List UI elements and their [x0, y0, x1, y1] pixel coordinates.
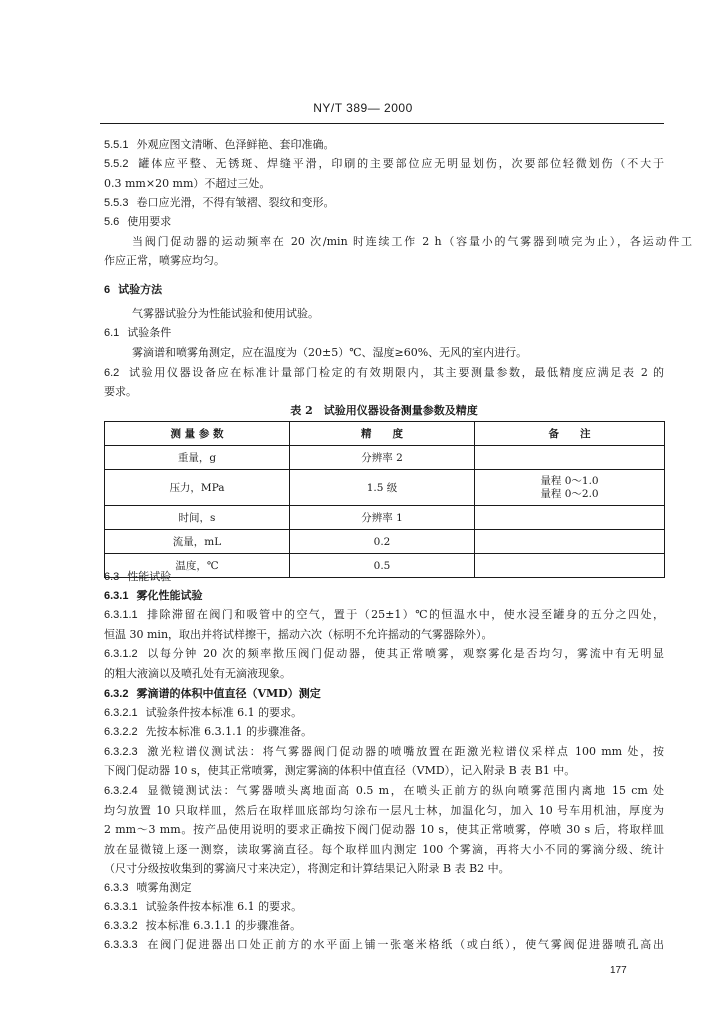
clause-5-5-3: 5.5.3 卷口应光滑，不得有皱褶、裂纹和变形。	[104, 196, 335, 209]
clause-6-1-body: 雾滴谱和喷雾角测定，应在温度为（20±5）℃、湿度≥60%、无风的室内进行。	[132, 346, 528, 359]
clause-6-3-2-1: 6.3.2.1 试验条件按本标准 6.1 的要求。	[104, 706, 303, 719]
clause-6-3-1-1-cont: 恒温 30 min，取出并将试样擦干，摇动六次（标明不允许摇动的气雾器除外）。	[104, 628, 493, 641]
header-rule	[100, 123, 664, 124]
cell-param: 时间，s	[105, 506, 290, 530]
clause-6-3-2: 6.3.2 雾滴谱的体积中值直径（VMD）测定	[104, 687, 321, 700]
standard-header: NY/T 389— 2000	[313, 101, 413, 115]
clause-6-3-2-3: 6.3.2.3 激光粒谱仪测试法：将气雾器阀门促动器的喷嘴放置在距激光粒谱仪采样点 100 mm 处，按	[104, 745, 664, 758]
clause-6-3-2-2: 6.3.2.2 先按本标准 6.3.1.1 的步骤准备。	[104, 725, 313, 738]
clause-5-5-2-cont: 0.3 mm×20 mm）不超过三处。	[104, 177, 271, 190]
remark-line: 量程 0～2.0	[540, 487, 599, 500]
cell-remark	[475, 470, 665, 506]
table-row	[105, 506, 665, 530]
page-number: 177	[610, 965, 627, 976]
cell-precision: 0.2	[290, 530, 475, 554]
cell-remark	[475, 530, 665, 554]
clause-5-5-1: 5.5.1 外观应图文清晰、色泽鲜艳、套印准确。	[104, 138, 335, 151]
header-remark: 备 注	[475, 422, 665, 446]
clause-5-6: 5.6 使用要求	[104, 215, 172, 228]
clause-6-3-1-2: 6.3.1.2 以每分钟 20 次的频率揿压阀门促动器，使其正常喷雾，观察雾化是否均匀，雾流中有无明显	[104, 647, 664, 660]
section-6-heading: 6 试验方法	[104, 283, 163, 296]
section-6-intro: 气雾器试验分为性能试验和使用试验。	[132, 307, 319, 320]
cell-precision: 分辨率 2	[290, 446, 475, 470]
clause-6-3-2-4-cont4: （尺寸分级按收集到的雾滴尺寸来决定），将测定和计算结果记入附录 B 表 B2 中。	[104, 862, 510, 875]
clause-6-3-3-3: 6.3.3.3 在阀门促进器出口处正前方的水平面上铺一张毫米格纸（或白纸），使气雾阀促进器喷孔高出	[104, 938, 664, 951]
clause-6-3-1-1: 6.3.1.1 排除滞留在阀门和吸管中的空气，置于（25±1）℃的恒温水中，使水浸至罐身的五分之四处，	[104, 608, 664, 621]
table-row	[105, 446, 665, 470]
clause-6-3-2-3-cont: 下阀门促动器 10 s，使其正常喷雾，测定雾滴的体积中值直径（VMD），记入附录 B 表 B1 中。	[104, 764, 576, 777]
header-precision: 精 度	[290, 422, 475, 446]
cell-precision: 分辨率 1	[290, 506, 475, 530]
clause-5-6-body-cont: 作应正常，喷雾应均匀。	[104, 254, 225, 267]
clause-6-3-1: 6.3.1 雾化性能试验	[104, 589, 203, 602]
clause-6-3-2-4: 6.3.2.4 显微镜测试法：气雾器喷头离地面高 0.5 m，在喷头正前方的纵向喷雾范围内离地 15 cm 处	[104, 784, 664, 797]
table-caption: 表 2 试验用仪器设备测量参数及精度	[290, 404, 478, 417]
clause-6-3-2-4-cont3: 放在显微镜上逐一测察，读取雾滴直径。每个取样皿内测定 100 个雾滴，再将大小不同的雾滴分级、统计	[104, 843, 664, 856]
clause-6-3-2-4-cont2: 2 mm～3 mm。按产品使用说明的要求正确按下阀门促动器 10 s，使其正常喷雾，停喷 30 s 后，将取样皿	[104, 823, 664, 836]
clause-6-1: 6.1 试验条件	[104, 326, 172, 339]
cell-remark	[475, 446, 665, 470]
clause-6-2: 6.2 试验用仪器设备应在标准计量部门检定的有效期限内，其主要测量参数，最低精度应满足表 2 的	[104, 366, 664, 379]
clause-6-2-cont: 要求。	[104, 385, 137, 398]
header-param: 测 量 参 数	[105, 422, 290, 446]
cell-precision: 1.5 级	[290, 470, 475, 506]
cell-param: 流量，mL	[105, 530, 290, 554]
clause-5-5-2: 5.5.2 罐体应平整、无锈斑、焊缝平滑，印刷的主要部位应无明显划伤，次要部位轻微划伤（不大于	[104, 157, 664, 170]
table-header-row	[105, 422, 665, 446]
clause-6-3-1-2-cont: 的粗大液滴以及喷孔处有无滴液现象。	[104, 667, 291, 680]
cell-param: 温度，℃	[105, 554, 290, 578]
table-row	[105, 530, 665, 554]
clause-6-3-3-1: 6.3.3.1 试验条件按本标准 6.1 的要求。	[104, 900, 303, 913]
clause-6-3-3: 6.3.3 喷雾角测定	[104, 881, 192, 894]
clause-6-3-2-4-cont1: 均匀放置 10 只取样皿，然后在取样皿底部均匀涂布一层凡士林，加温化匀，加入 10 号车用机油，厚度为	[104, 804, 664, 817]
cell-param: 重量，g	[105, 446, 290, 470]
cell-remark	[475, 506, 665, 530]
remark-line: 量程 0～1.0	[540, 474, 599, 487]
clause-5-6-body: 当阀门促动器的运动频率在 20 次/min 时连续工作 2 h（容量小的气雾器到喷完为止），各运动件工	[132, 235, 692, 248]
clause-6-3: 6.3 性能试验	[104, 570, 172, 583]
cell-precision: 0.5	[290, 554, 475, 578]
measurement-table	[104, 421, 665, 578]
cell-param: 压力，MPa	[105, 470, 290, 506]
table-row	[105, 470, 665, 506]
clause-6-3-3-2: 6.3.3.2 按本标准 6.3.1.1 的步骤准备。	[104, 919, 302, 932]
